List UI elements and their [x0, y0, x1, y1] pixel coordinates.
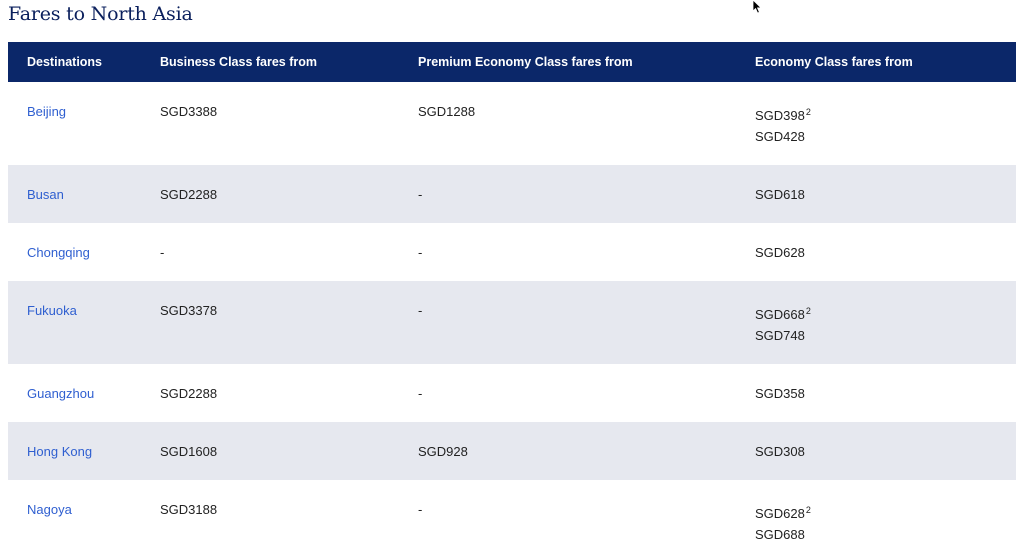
header-premium-economy: Premium Economy Class fares from [418, 55, 633, 69]
header-economy: Economy Class fares from [755, 55, 913, 69]
premium-fare: - [418, 386, 423, 401]
destination-link-guangzhou[interactable]: Guangzhou [27, 386, 95, 401]
header-business: Business Class fares from [160, 55, 318, 69]
economy-fare-line: $SGD628^2$ [755, 505, 811, 521]
economy-fares: SGD308 [755, 444, 805, 459]
destination-link-chongqing[interactable]: Chongqing [27, 245, 90, 260]
business-fare: - [160, 245, 165, 260]
business-fare: SGD2288 [160, 187, 218, 202]
table-row [8, 422, 1016, 480]
footnote-marker: 2 [805, 505, 811, 515]
destination-link-hong-kong[interactable]: Hong Kong [27, 444, 93, 459]
economy-fare-line: $SGD668^2$ [755, 306, 811, 322]
economy-fare-line: SGD748 [755, 328, 805, 343]
premium-fare: - [418, 187, 423, 202]
table-row [8, 223, 1016, 281]
table-row [8, 165, 1016, 223]
destination-link-nagoya[interactable]: Nagoya [27, 502, 72, 517]
economy-fare-line: SGD428 [755, 129, 805, 144]
destination-link-beijing[interactable]: Beijing [27, 104, 67, 119]
table-row [8, 82, 1016, 165]
economy-fares [755, 480, 1016, 560]
header-row [8, 42, 1016, 82]
footnote-marker: 2 [805, 107, 811, 117]
table-row [8, 364, 1016, 422]
business-fare: SGD3388 [160, 104, 218, 119]
premium-fare: SGD1288 [418, 104, 476, 119]
premium-fare: - [418, 245, 423, 260]
destination-link-busan[interactable]: Busan [27, 187, 64, 202]
footnote-marker: 2 [805, 306, 811, 316]
economy-fares [755, 281, 1016, 364]
premium-fare: - [418, 502, 423, 517]
business-fare: SGD1608 [160, 444, 218, 459]
table-row [8, 480, 1016, 560]
fares-table [8, 42, 1016, 560]
business-fare: SGD3378 [160, 303, 218, 318]
economy-fares: SGD628 [755, 245, 805, 260]
business-fare: SGD3188 [160, 502, 218, 517]
economy-fares [755, 82, 1016, 165]
premium-fare: SGD928 [418, 444, 468, 459]
page-title: Fares to North Asia [8, 3, 193, 25]
header-destinations: Destinations [27, 55, 103, 69]
economy-fare-line: $SGD398^2$ [755, 107, 811, 123]
table-row [8, 281, 1016, 364]
table-header [8, 42, 1016, 82]
premium-fare: - [418, 303, 423, 318]
economy-fare-line: SGD688 [755, 527, 805, 542]
economy-fares: SGD618 [755, 187, 805, 202]
economy-fares: SGD358 [755, 386, 805, 401]
destination-link-fukuoka[interactable]: Fukuoka [27, 303, 77, 318]
business-fare: SGD2288 [160, 386, 218, 401]
mouse-cursor-icon [752, 0, 764, 14]
